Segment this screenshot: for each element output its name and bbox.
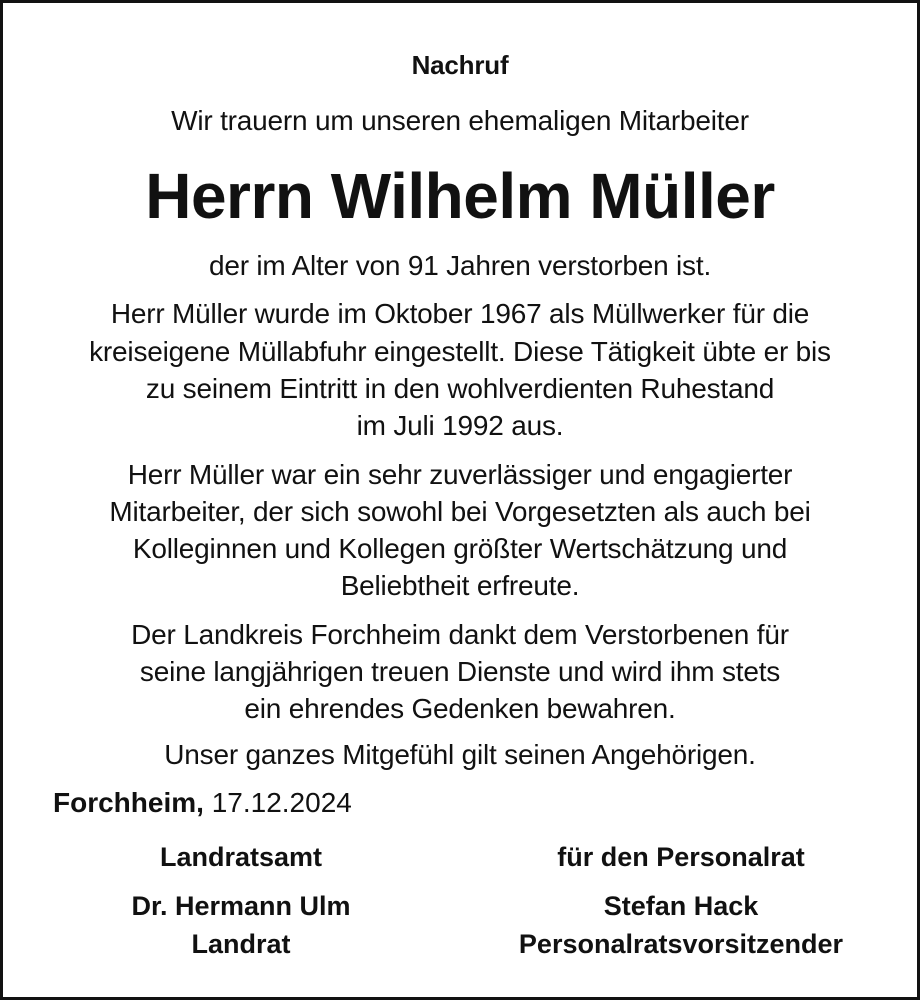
signatory-left-role: Landrat [191,929,291,959]
condolence-line: Unser ganzes Mitgefühl gilt seinen Angehörigen. [164,739,756,770]
signatory-right-role: Personalratsvorsitzender [518,929,844,959]
paragraph-1-line: zu seinem Eintritt in den wohlverdienten Ruhestand [145,373,775,404]
paragraph-1-line: kreiseigene Müllabfuhr eingestellt. Diese Tätigkeit übte er bis [89,336,831,367]
place-date-line [53,787,352,819]
paragraph-1-line: im Juli 1992 aus. [356,410,564,441]
paragraph-2-line: Mitarbeiter, der sich sowohl bei Vorgesetzten als auch bei [109,496,811,527]
signatory-left-organization: Landratsamt [159,842,323,872]
notice-heading: Nachruf [411,50,509,80]
signatory-left-name: Dr. Hermann Ulm [131,891,351,921]
intro-line: Wir trauern um unseren ehemaligen Mitarbeiter [171,105,749,136]
paragraph-2-line: Herr Müller war ein sehr zuverlässiger und engagierter [127,459,793,490]
paragraph-2-line: Kolleginnen und Kollegen größter Wertschätzung und [132,533,788,564]
age-line: der im Alter von 91 Jahren verstorben ist. [208,250,712,281]
paragraph-1-line: Herr Müller wurde im Oktober 1967 als Müllwerker für die [110,298,810,329]
paragraph-2-line: Beliebtheit erfreute. [340,570,580,601]
signatory-right-organization: für den Personalrat [557,842,805,872]
date: 17.12.2024 [211,787,352,818]
paragraph-3-line: ein ehrendes Gedenken bewahren. [244,693,676,724]
paragraph-3-line: seine langjährigen treuen Dienste und wird ihm stets [139,656,781,687]
deceased-name: Herrn Wilhelm Müller [145,160,775,232]
paragraph-3-line: Der Landkreis Forchheim dankt dem Verstorbenen für [131,619,789,650]
place: Forchheim, [53,787,204,818]
signatory-right-name: Stefan Hack [603,891,759,921]
